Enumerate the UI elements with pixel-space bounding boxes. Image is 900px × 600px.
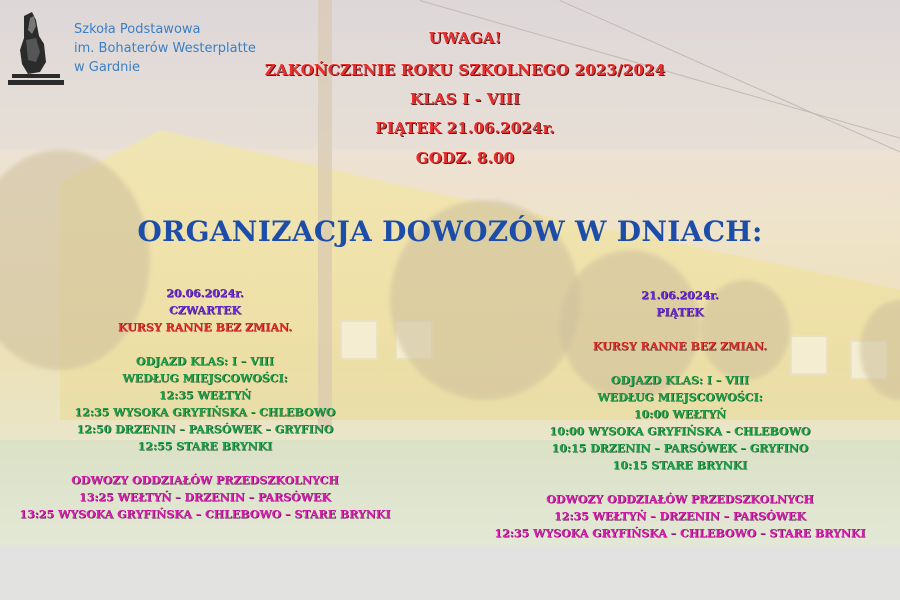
route-line: 10:00 WEŁTYŃ (633, 408, 727, 421)
schedule-day: CZWARTEK (168, 304, 242, 317)
route-line: 10:15 DRZENIN – PARSÓWEK – GRYFINO (551, 442, 809, 455)
route-line: 12:55 STARE BRYNKI (137, 440, 273, 453)
classes-label: KLAS I - VIII (409, 90, 521, 108)
school-name-line: im. Bohaterów Westerplatte (74, 41, 256, 56)
schedule-date: 21.06.2024r. (641, 289, 719, 302)
morning-runs-note: KURSY RANNE BEZ ZMIAN. (592, 340, 768, 353)
thursday-schedule (0, 285, 410, 523)
preschool-route: 13:25 WYSOKA GRYFIŃSKA – CHLEBOWO – STARE BRYNKI (19, 508, 391, 521)
school-name-line: Szkoła Podstawowa (74, 22, 201, 37)
route-line: 12:35 WEŁTYŃ (158, 389, 252, 402)
road (0, 545, 900, 600)
notice-heading: UWAGA! (428, 29, 502, 47)
route-line: 12:50 DRZENIN – PARSÓWEK – GRYFINO (76, 423, 334, 436)
event-time: GODZ. 8.00 (415, 149, 515, 167)
event-title: ZAKOŃCZENIE ROKU SZKOLNEGO 2023/2024 (264, 61, 666, 79)
preschool-route: 13:25 WEŁTYŃ – DRZENIN – PARSÓWEK (79, 491, 331, 504)
schedule-day: PIĄTEK (656, 306, 704, 319)
preschool-route: 12:35 WYSOKA GRYFIŃSKA – CHLEBOWO – STARE BRYNKI (494, 527, 866, 540)
departure-subheading: WEDŁUG MIEJSCOWOŚCI: (597, 391, 763, 404)
route-line: 10:15 STARE BRYNKI (612, 459, 748, 472)
departure-heading: ODJAZD KLAS: I – VIII (135, 355, 275, 368)
friday-schedule (470, 287, 890, 542)
schedule-date: 20.06.2024r. (166, 287, 244, 300)
school-name-line: w Gardnie (74, 60, 141, 75)
route-line: 10:00 WYSOKA GRYFIŃSKA - CHLEBOWO (549, 425, 811, 438)
preschool-heading: ODWOZY ODDZIAŁÓW PRZEDSZKOLNYCH (71, 474, 339, 487)
event-date: PIĄTEK 21.06.2024r. (375, 119, 555, 137)
route-line: 12:35 WYSOKA GRYFIŃSKA - CHLEBOWO (74, 406, 336, 419)
preschool-route: 12:35 WEŁTYŃ – DRZENIN – PARSÓWEK (554, 510, 806, 523)
transport-title: ORGANIZACJA DOWOZÓW W DNIACH: (137, 215, 763, 248)
preschool-heading: ODWOZY ODDZIAŁÓW PRZEDSZKOLNYCH (546, 493, 814, 506)
departure-heading: ODJAZD KLAS: I – VIII (610, 374, 750, 387)
monument-icon (6, 10, 66, 88)
morning-runs-note: KURSY RANNE BEZ ZMIAN. (117, 321, 293, 334)
departure-subheading: WEDŁUG MIEJSCOWOŚCI: (122, 372, 288, 385)
